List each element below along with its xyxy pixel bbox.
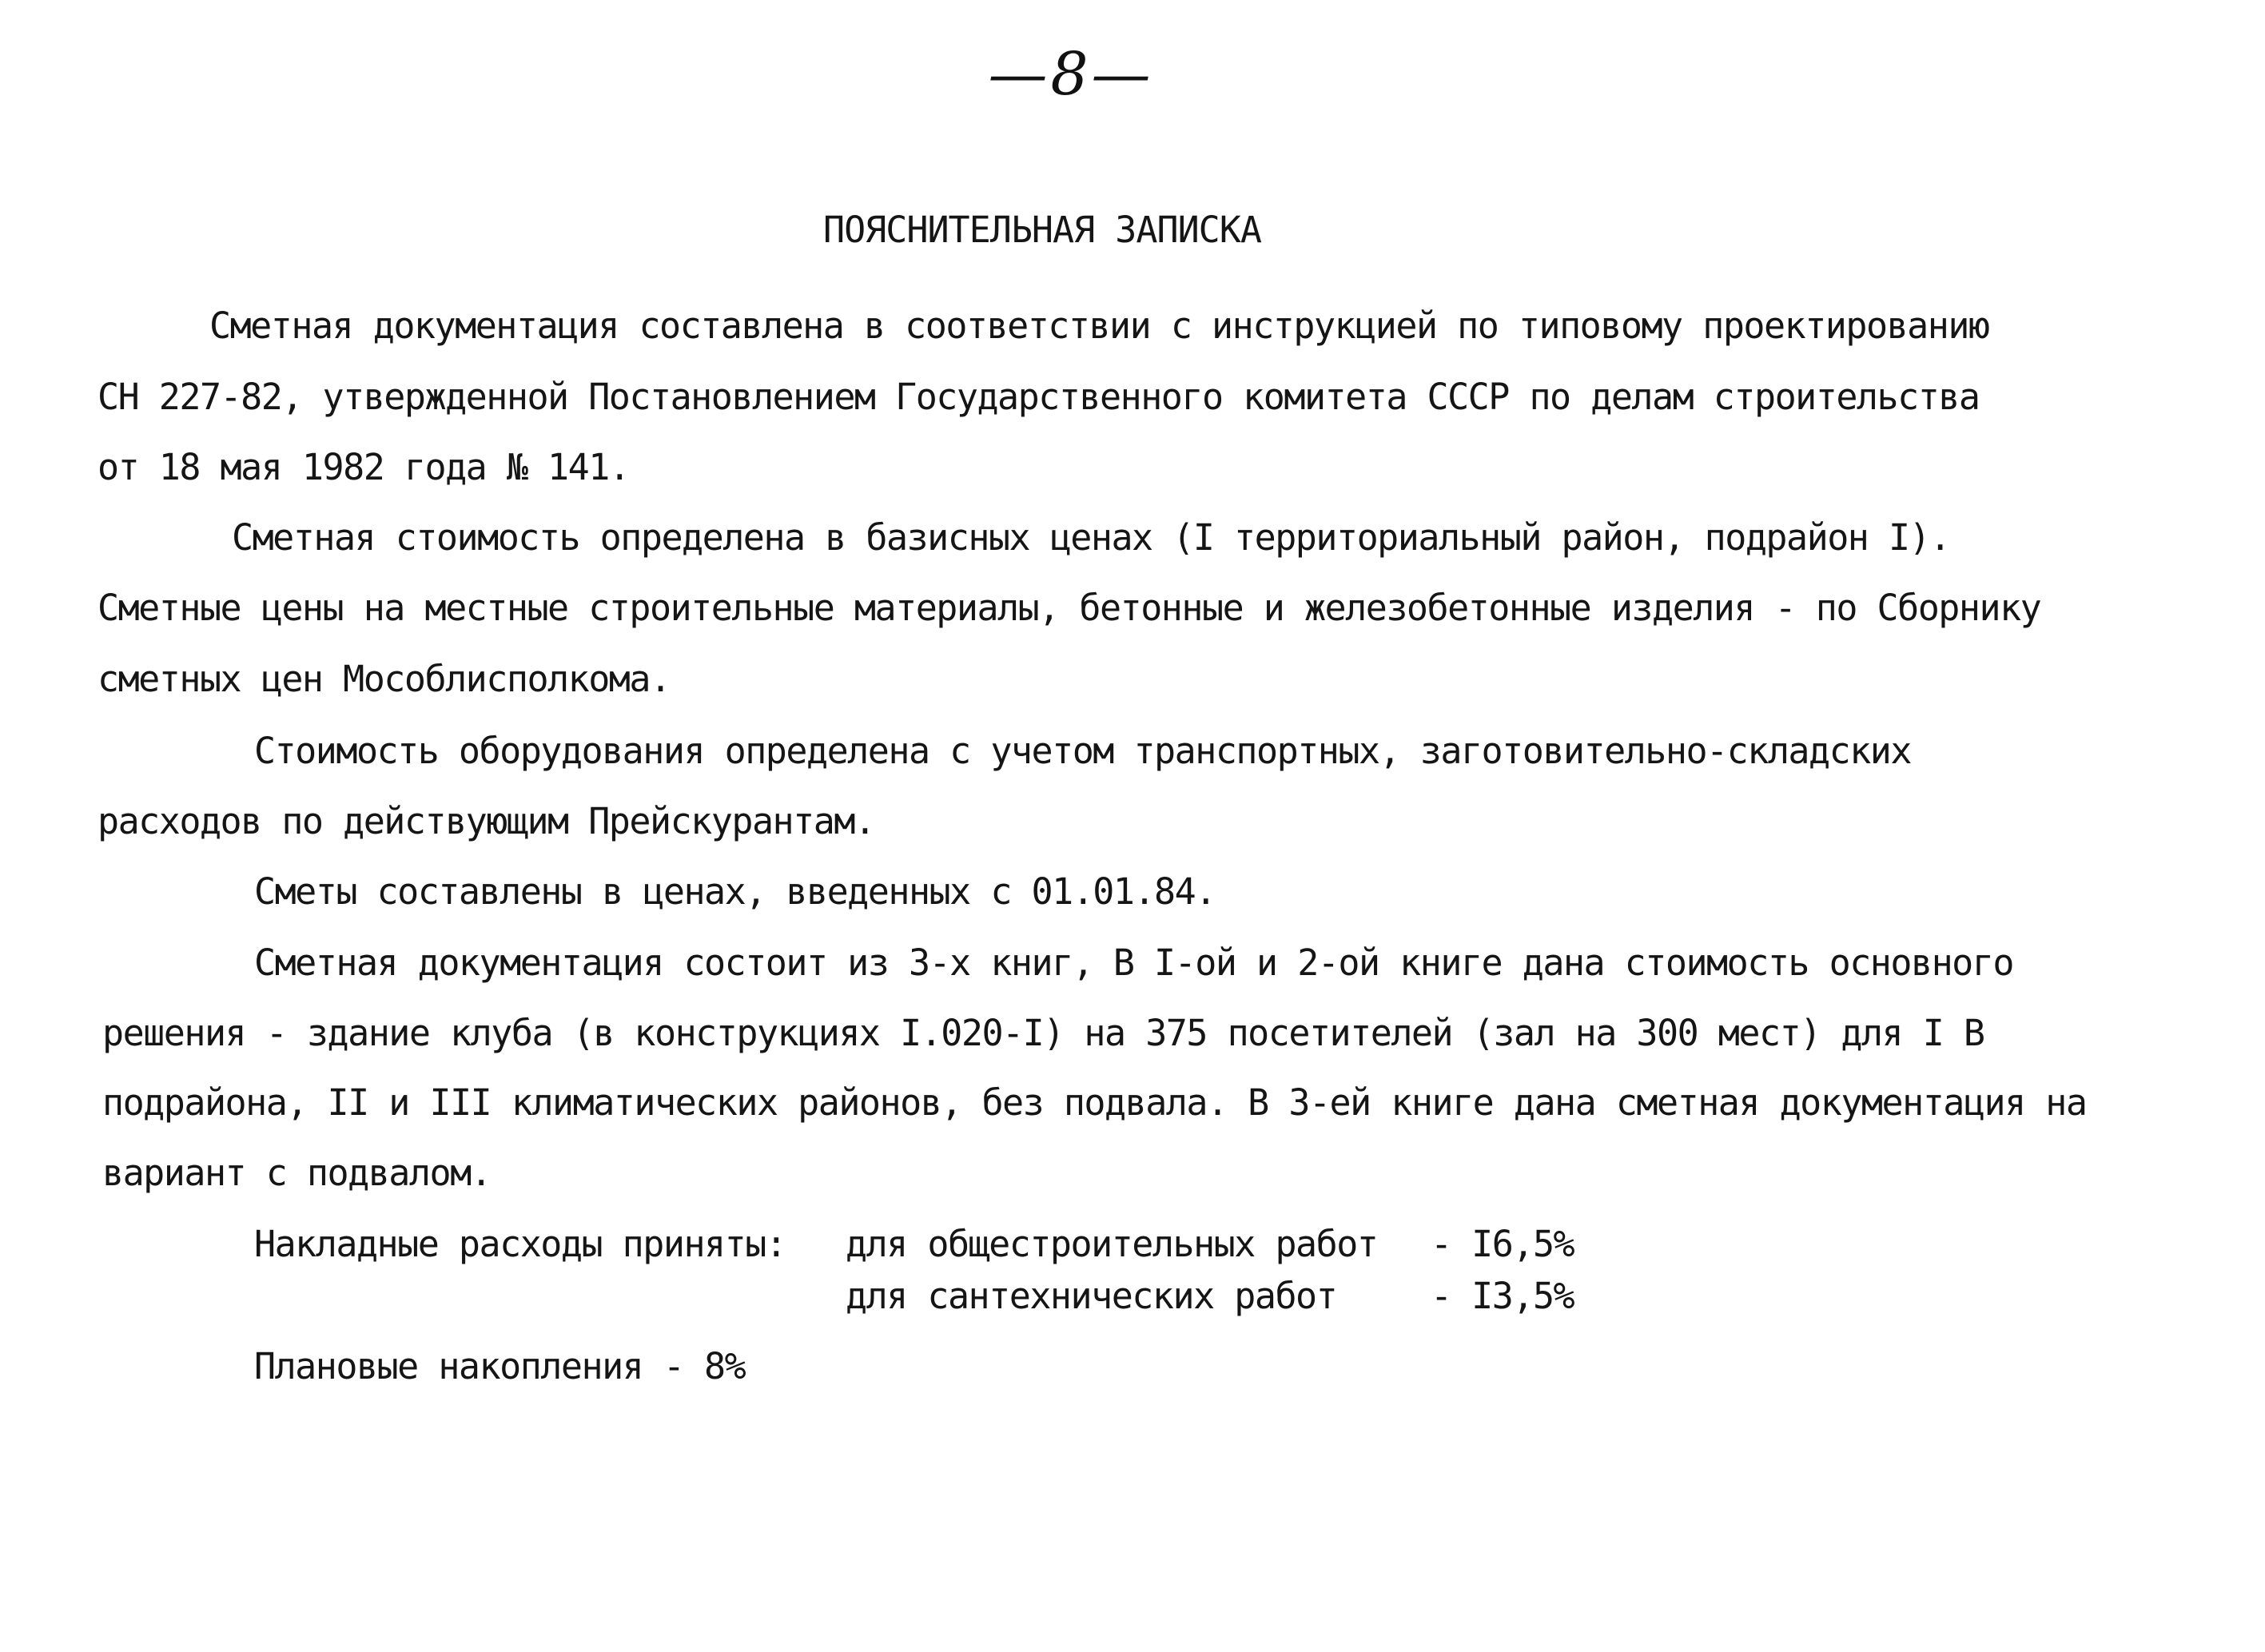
paragraph-1-line-2: СН 227-82, утвержденной Постановлением Государственного комитета СССР по делам строительства [98, 376, 1980, 418]
overhead-general-label: для общестроительных работ [846, 1223, 1378, 1265]
paragraph-5-line-3: подрайона, II и III климатических районов, без подвала. В 3-ей книге дана сметная документация на [102, 1081, 2087, 1124]
paragraph-5-line-1: Сметная документация состоит из 3-х книг, В I-ой и 2-ой книге дана стоимость основного [254, 941, 2013, 984]
paragraph-2-line-3: сметных цен Мособлисполкома. [98, 658, 671, 700]
document-title: ПОЯСНИТЕЛЬНАЯ ЗАПИСКА [823, 209, 1261, 251]
overhead-plumbing-value: - I3,5% [1431, 1275, 1574, 1317]
paragraph-1-line-1: Сметная документация составлена в соответствии с инструкцией по типовому проектированию [209, 305, 1989, 347]
planned-savings: Плановые накопления - 8% [254, 1345, 746, 1387]
overhead-plumbing-label: для сантехнических работ [846, 1275, 1337, 1317]
overhead-label: Накладные расходы приняты: [254, 1223, 786, 1265]
paragraph-1-line-3: от 18 мая 1982 года № 141. [98, 446, 630, 488]
paragraph-2-line-2: Сметные цены на местные строительные материалы, бетонные и железобетонные изделия - по Сборнику [98, 587, 2041, 629]
page-number: —8— [988, 40, 1154, 109]
paragraph-4-line-1: Сметы составлены в ценах, введенных с 01.01.84. [254, 870, 1216, 913]
paragraph-5-line-2: решения - здание клуба (в конструкциях I.020-I) на 375 посетителей (зал на 300 мест) для I В [102, 1012, 1984, 1054]
paragraph-3-line-2: расходов по действующим Прейскурантам. [98, 800, 875, 842]
paragraph-5-line-4: вариант с подвалом. [102, 1152, 492, 1194]
overhead-general-value: - I6,5% [1431, 1223, 1574, 1265]
paragraph-3-line-1: Стоимость оборудования определена с учетом транспортных, заготовительно-складских [254, 730, 1911, 772]
paragraph-2-line-1: Сметная стоимость определена в базисных ценах (I территориальный район, подрайон I). [232, 516, 1950, 559]
